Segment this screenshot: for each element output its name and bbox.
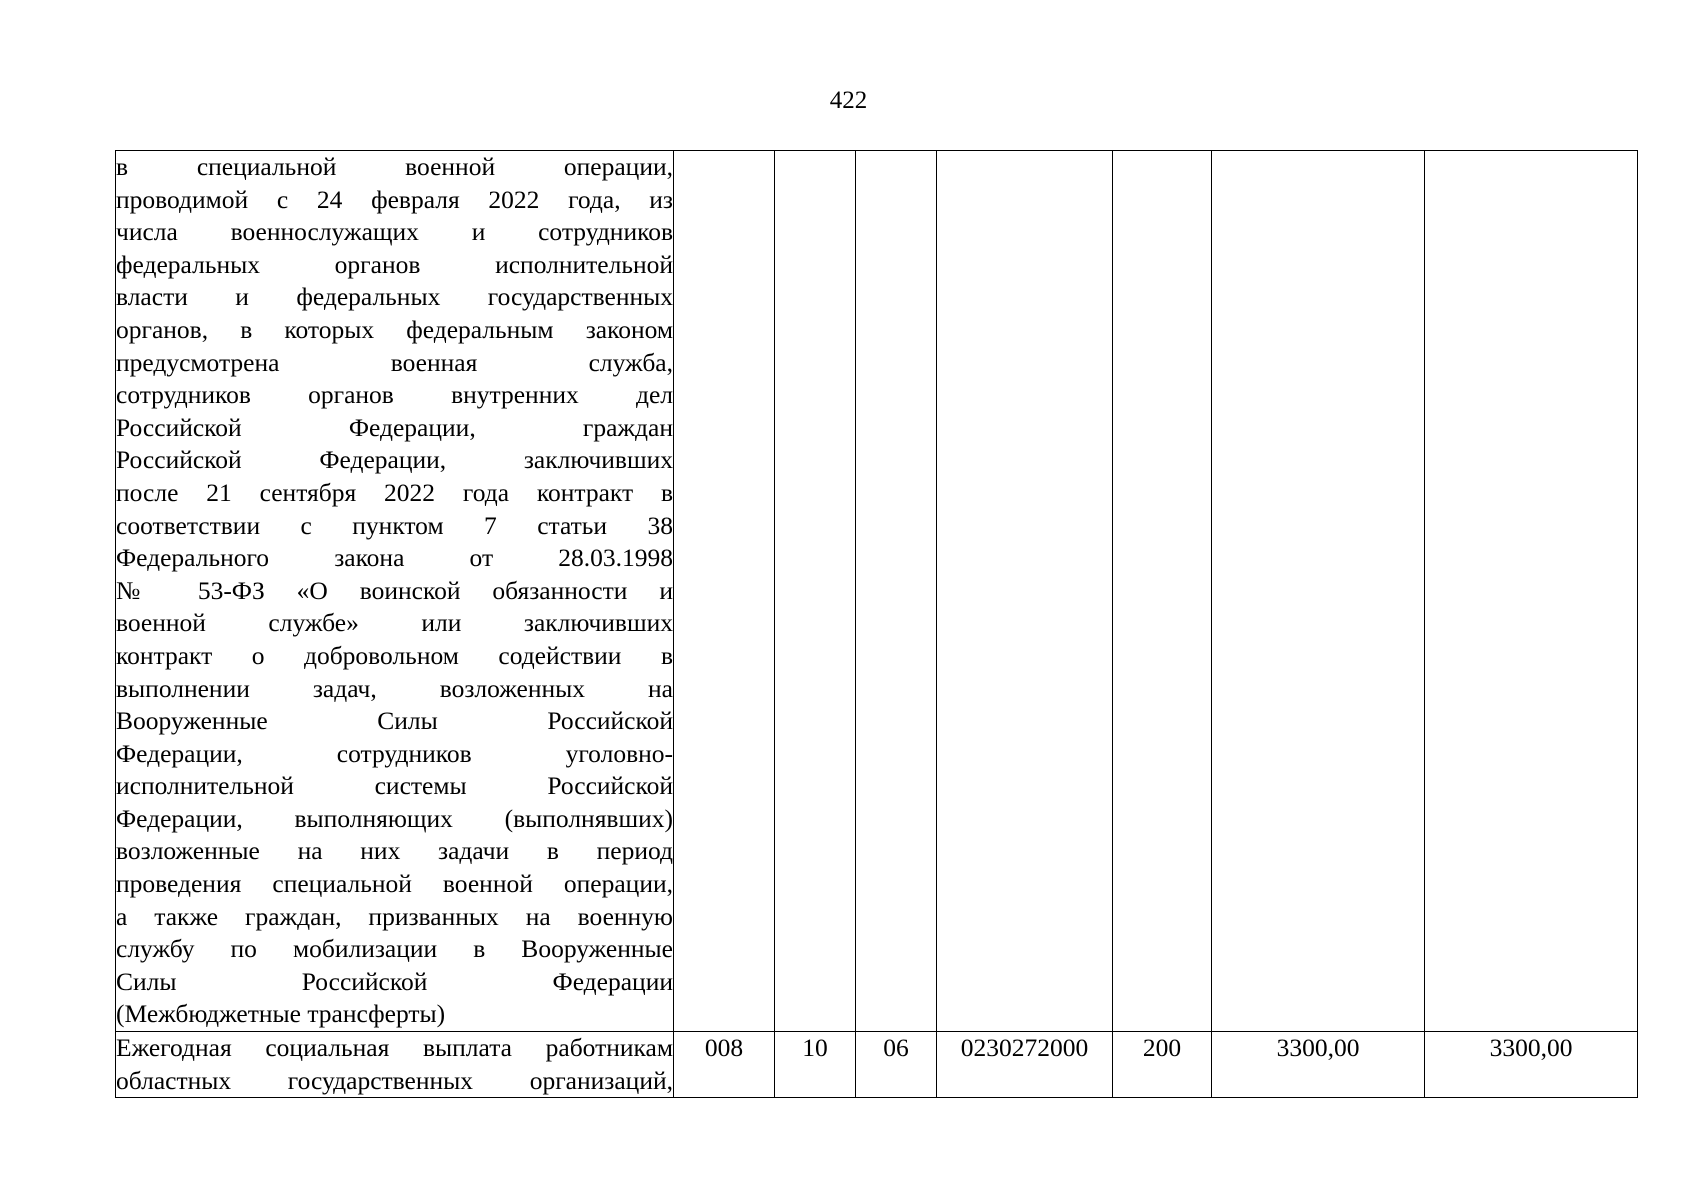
description-cell (116, 151, 674, 1032)
description-line: предусмотрена военная служба, (116, 347, 673, 377)
subsection-code-cell (856, 151, 937, 1032)
description-line: № 53-ФЗ «О воинской обязанности и (116, 575, 673, 605)
description-line: выполнении задач, возложенных на (116, 673, 673, 703)
description-line: числа военнослужащих и сотрудников (116, 217, 673, 247)
target-article-cell: 0230272000 (937, 1032, 1113, 1098)
description-line: проведения специальной военной операции, (116, 869, 673, 899)
description-line: (Межбюджетные трансферты) (116, 999, 446, 1029)
ministry-code-cell: 008 (674, 1032, 775, 1098)
description-line: а также граждан, призванных на военную (116, 901, 673, 931)
description-line: органов, в которых федеральным законом (116, 314, 673, 344)
description-line: власти и федеральных государственных (116, 282, 673, 312)
description-line: сотрудников органов внутренних дел (116, 380, 673, 410)
description-line: Федерации, выполняющих (выполнявших) (116, 803, 673, 833)
description-line: областных государственных организаций, (116, 1065, 673, 1095)
subsection-code-cell: 06 (856, 1032, 937, 1098)
ministry-code-cell (674, 151, 775, 1032)
description-line: службу по мобилизации в Вооруженные (116, 934, 673, 964)
description-line: Силы Российской Федерации (116, 966, 673, 996)
description-line: в специальной военной операции, (116, 152, 673, 181)
page-number: 422 (829, 87, 868, 114)
amount-1-cell (1212, 151, 1425, 1032)
description-line: федеральных органов исполнительной (116, 249, 673, 279)
description-line: Российской Федерации, граждан (116, 412, 673, 442)
amount-2-cell (1425, 151, 1638, 1032)
amount-1-cell: 3300,00 (1212, 1032, 1425, 1098)
target-article-cell (937, 151, 1113, 1032)
description-line: Ежегодная социальная выплата работникам (116, 1033, 673, 1063)
description-line: Федерального закона от 28.03.1998 (116, 543, 673, 573)
budget-table (115, 150, 1638, 1098)
description-line: Вооруженные Силы Российской (116, 706, 673, 736)
description-line: военной службе» или заключивших (116, 608, 673, 638)
description-line: соответствии с пунктом 7 статьи 38 (116, 510, 673, 540)
table-row (116, 151, 1638, 1032)
description-line: исполнительной системы Российской (116, 771, 673, 801)
description-cell (116, 1032, 674, 1098)
description-line: контракт о добровольном содействии в (116, 640, 673, 670)
expense-type-cell: 200 (1113, 1032, 1212, 1098)
expense-type-cell (1113, 151, 1212, 1032)
description-line: Федерации, сотрудников уголовно- (116, 738, 673, 768)
section-code-cell: 10 (775, 1032, 856, 1098)
amount-2-cell: 3300,00 (1425, 1032, 1638, 1098)
description-line: проводимой с 24 февраля 2022 года, из (116, 184, 673, 214)
description-line: возложенные на них задачи в период (116, 836, 673, 866)
description-line: Российской Федерации, заключивших (116, 445, 673, 475)
description-line: после 21 сентября 2022 года контракт в (116, 477, 673, 507)
table-row (116, 1032, 1638, 1098)
section-code-cell (775, 151, 856, 1032)
